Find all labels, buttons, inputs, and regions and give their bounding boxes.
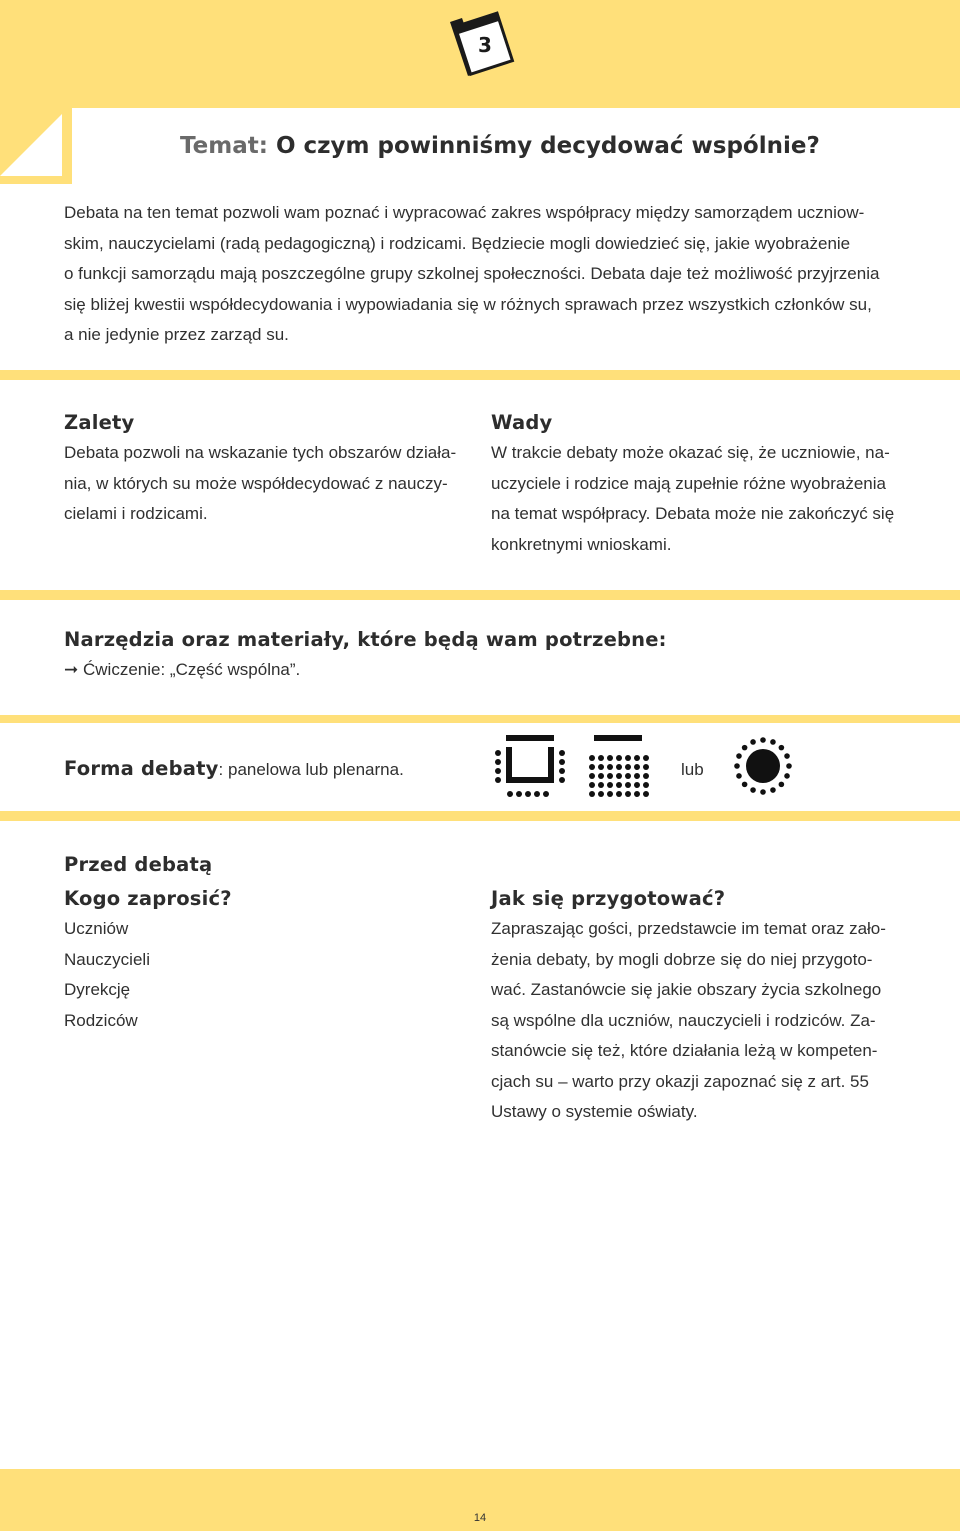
prepare-line: żenia debaty, by mogli dobrze się do niej przygoto- [491, 949, 873, 969]
seat-dot [760, 789, 766, 795]
pros-heading: Zalety [64, 411, 135, 434]
seat-dot [784, 773, 790, 779]
topic-title [180, 133, 820, 159]
prepare-line: Ustawy o systemie oświaty. [491, 1102, 698, 1121]
tools-item-text: Ćwiczenie: „Część wspólna”. [82, 660, 301, 679]
topic-intro [64, 198, 904, 351]
cons-line: konkretnymi wnioskami. [491, 534, 672, 554]
form-value: : panelowa lub plenarna. [218, 760, 404, 779]
topic-label: Temat: [180, 133, 268, 159]
intro-line: Debata na ten temat pozwoli wam poznać i wypracować zakres współpracy między samorządem uczniow- [64, 203, 865, 222]
seat-dot [786, 763, 792, 769]
form-text [64, 755, 404, 786]
circle-seating-icon [733, 736, 793, 796]
page-number: 14 [473, 1512, 487, 1524]
form-label: Forma debaty [64, 757, 219, 780]
seat-dot [779, 745, 785, 751]
topic-title-text: O czym powinniśmy decydować wspólnie? [275, 133, 820, 159]
prepare-line: są wspólne dla uczniów, nauczycieli i rodziców. Za- [491, 1010, 876, 1030]
plenary-seating-icon [586, 733, 650, 799]
invite-item: Dyrekcję [64, 980, 131, 999]
seat-dot [779, 782, 785, 788]
page-corner-decoration [0, 108, 72, 188]
prepare-section [491, 887, 901, 1128]
seat-dot [734, 763, 740, 769]
cons-line: uczyciele i rodzice mają zupełnie różne wyobrażenia [491, 473, 886, 493]
cons-line: W trakcie debaty może okazać się, że uczniowie, na- [491, 443, 890, 462]
prepare-line: wać. Zastanówcie się jakie obszary życia szkolnego [491, 980, 882, 999]
prepare-heading: Jak się przygotować? [491, 887, 726, 910]
seat-dot [736, 773, 742, 779]
calendar-number: 3 [478, 33, 492, 57]
intro-line: skim, nauczycielami (radą pedagogiczną) i rodzicami. Będziecie mogli dowiedzieć się, jakie wyobrażenie [64, 233, 851, 253]
seat-dot [770, 739, 776, 745]
intro-line: a nie jedynie przez zarząd su. [64, 325, 289, 344]
cons-heading: Wady [491, 411, 553, 434]
seat-dot [750, 787, 756, 793]
tools-item [64, 655, 667, 686]
form-or-text: lub [681, 760, 704, 779]
arrow-right-icon: ➞ [64, 660, 79, 680]
invite-item: Uczniów [64, 919, 129, 938]
intro-line: o funkcji samorządu mają poszczególne grupy szkolnej społeczności. Debata daje też możliwość przyjrzenia [64, 264, 880, 283]
invite-item: Rodziców [64, 1010, 138, 1030]
tools-heading: Narzędzia oraz materiały, które będą wam potrzebne: [64, 628, 667, 651]
pros-line: nia, w których su może współdecydować z nauczy- [64, 473, 448, 493]
panel-seating-icon [494, 733, 568, 799]
prepare-line: Zapraszając gości, przedstawcie im temat oraz zało- [491, 919, 886, 938]
intro-line: się bliżej kwestii współdecydowania i wypowiadania się w różnych sprawach przez wszystkich członków su, [64, 294, 872, 314]
seat-dot [760, 737, 766, 743]
seat-dot [770, 787, 776, 793]
prepare-line: stanówcie się też, które działania leżą w kompeten- [491, 1041, 878, 1060]
seat-dot [750, 739, 756, 745]
seat-dot [742, 745, 748, 751]
invite-heading: Kogo zaprosić? [64, 887, 232, 910]
seat-dot [736, 753, 742, 759]
invite-item: Nauczycieli [64, 949, 150, 969]
tools-section [64, 628, 667, 686]
seat-dot [784, 753, 790, 759]
invite-section [64, 887, 474, 1036]
pros-section [64, 411, 474, 530]
seat-dot [742, 782, 748, 788]
before-heading: Przed debatą [64, 853, 213, 876]
pros-line: cielami i rodzicami. [64, 504, 208, 523]
prepare-line: cjach su – warto przy okazji zapoznać się z art. 55 [491, 1071, 869, 1091]
calendar-icon [440, 4, 520, 84]
pros-line: Debata pozwoli na wskazanie tych obszarów działa- [64, 443, 457, 462]
cons-section [491, 411, 901, 560]
cons-line: na temat współpracy. Debata może nie zakończyć się [491, 504, 895, 523]
